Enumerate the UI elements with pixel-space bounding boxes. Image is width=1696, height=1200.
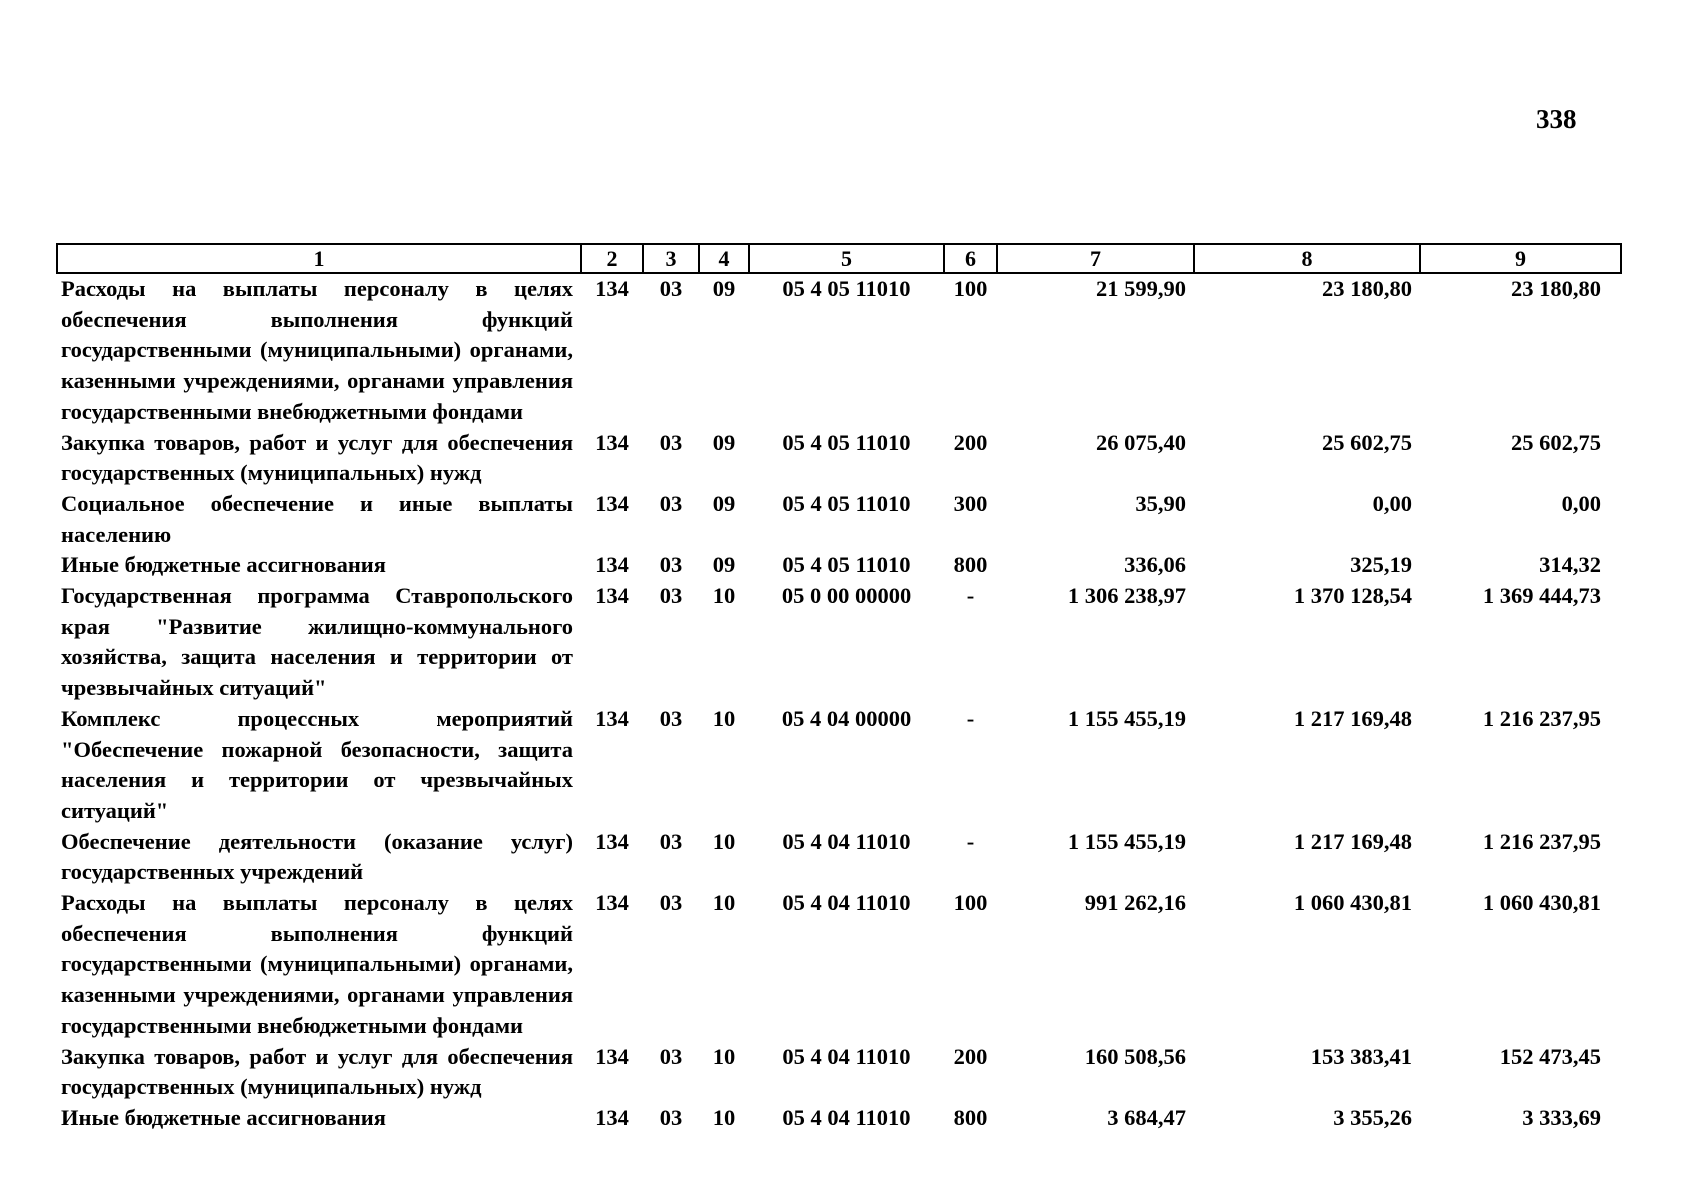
table-row — [57, 581, 1621, 704]
table-body — [57, 273, 1621, 1134]
table-row — [57, 704, 1621, 827]
code-section: 03 — [659, 276, 683, 301]
code-subsection: 10 — [712, 890, 736, 916]
code-ministry: 134 — [595, 1104, 629, 1130]
column-header-1: 1 — [57, 244, 581, 273]
code-section: 03 — [659, 490, 683, 516]
amount-col-8: 153 383,41 — [1310, 1043, 1412, 1069]
amount-col-7: 26 075,40 — [1096, 429, 1186, 455]
code-expense-type: 200 — [953, 1043, 988, 1069]
amount-col-9: 152 473,45 — [1499, 1043, 1601, 1069]
code-expense-type: - — [966, 828, 975, 854]
amount-col-8: 3 355,26 — [1333, 1104, 1412, 1130]
amount-col-9: 0,00 — [1561, 490, 1601, 516]
code-expense-type: 800 — [953, 1104, 988, 1130]
code-ministry: 134 — [595, 705, 629, 731]
table-row — [57, 489, 1621, 550]
code-subsection: 09 — [712, 490, 736, 516]
code-subsection: 10 — [712, 583, 736, 609]
code-section: 03 — [659, 705, 683, 731]
row-description: Социальное обеспечение и иные выплаты населению — [61, 490, 573, 547]
code-ministry: 134 — [595, 429, 629, 455]
table-row — [57, 273, 1621, 428]
page-number: 338 — [1536, 104, 1577, 134]
row-description: Закупка товаров, работ и услуг для обеспечения государственных (муниципальных) нужд — [61, 1043, 573, 1100]
amount-col-7: 21 599,90 — [1096, 276, 1186, 301]
code-target-article: 05 4 04 11010 — [782, 1104, 911, 1130]
code-expense-type: - — [966, 705, 975, 731]
code-subsection: 09 — [712, 552, 736, 578]
row-description: Иные бюджетные ассигнования — [61, 1104, 386, 1130]
code-section: 03 — [659, 552, 683, 578]
amount-col-8: 0,00 — [1372, 490, 1412, 516]
amount-col-7: 1 306 238,97 — [1067, 583, 1186, 609]
table-header — [57, 244, 1621, 273]
budget-table — [56, 243, 1622, 1134]
table-row — [57, 1103, 1621, 1134]
code-ministry: 134 — [595, 552, 629, 578]
amount-col-9: 23 180,80 — [1511, 276, 1601, 301]
row-description: Обеспечение деятельности (оказание услуг) государственных учреждений — [61, 828, 573, 885]
amount-col-8: 25 602,75 — [1322, 429, 1412, 455]
code-subsection: 09 — [712, 276, 736, 301]
amount-col-9: 1 369 444,73 — [1482, 583, 1601, 609]
column-header-9: 9 — [1420, 244, 1621, 273]
amount-col-9: 25 602,75 — [1511, 429, 1601, 455]
amount-col-7: 1 155 455,19 — [1067, 828, 1186, 854]
code-expense-type: 100 — [953, 276, 988, 301]
column-header-5: 5 — [749, 244, 944, 273]
code-target-article: 05 0 00 00000 — [781, 583, 912, 609]
column-header-7: 7 — [997, 244, 1194, 273]
table-row — [57, 428, 1621, 489]
code-subsection: 10 — [712, 828, 736, 854]
row-description: Комплекс процессных мероприятий "Обеспечение пожарной безопасности, защита населения и территории от чрезвычайных ситуаций" — [61, 705, 573, 823]
code-ministry: 134 — [595, 583, 629, 609]
code-expense-type: - — [966, 583, 975, 609]
code-target-article: 05 4 04 11010 — [782, 828, 911, 854]
amount-col-7: 1 155 455,19 — [1067, 705, 1186, 731]
code-subsection: 10 — [712, 705, 736, 731]
code-expense-type: 300 — [953, 490, 988, 516]
code-ministry: 134 — [595, 890, 629, 916]
header-row — [57, 244, 1621, 273]
amount-col-8: 1 060 430,81 — [1293, 890, 1412, 916]
code-target-article: 05 4 04 11010 — [782, 1043, 911, 1069]
code-target-article: 05 4 05 11010 — [782, 552, 911, 578]
column-header-8: 8 — [1194, 244, 1420, 273]
code-subsection: 10 — [712, 1043, 736, 1069]
row-description: Государственная программа Ставропольского края "Развитие жилищно-коммунального хозяйства, защита населения и территории от чрезвычайных ситуаций" — [61, 583, 573, 701]
table-row — [57, 827, 1621, 888]
column-header-4: 4 — [699, 244, 749, 273]
code-ministry: 134 — [595, 828, 629, 854]
amount-col-9: 1 216 237,95 — [1482, 705, 1601, 731]
amount-col-7: 35,90 — [1135, 490, 1186, 516]
code-expense-type: 100 — [953, 890, 988, 916]
amount-col-8: 1 370 128,54 — [1293, 583, 1412, 609]
code-section: 03 — [659, 828, 683, 854]
code-section: 03 — [659, 429, 683, 455]
amount-col-9: 314,32 — [1539, 552, 1601, 578]
row-description: Иные бюджетные ассигнования — [61, 552, 386, 578]
code-section: 03 — [659, 890, 683, 916]
table-row — [57, 1042, 1621, 1103]
amount-col-7: 160 508,56 — [1084, 1043, 1186, 1069]
amount-col-9: 1 216 237,95 — [1482, 828, 1601, 854]
code-section: 03 — [659, 583, 683, 609]
amount-col-7: 991 262,16 — [1084, 890, 1186, 916]
code-target-article: 05 4 05 11010 — [782, 429, 911, 455]
amount-col-9: 1 060 430,81 — [1482, 890, 1601, 916]
code-ministry: 134 — [595, 490, 629, 516]
code-ministry: 134 — [595, 276, 629, 301]
amount-col-9: 3 333,69 — [1522, 1104, 1601, 1130]
column-header-6: 6 — [944, 244, 997, 273]
code-target-article: 05 4 04 00000 — [781, 705, 912, 731]
column-header-2: 2 — [581, 244, 643, 273]
code-expense-type: 800 — [953, 552, 988, 578]
code-target-article: 05 4 04 11010 — [782, 890, 911, 916]
amount-col-7: 336,06 — [1124, 552, 1186, 578]
code-target-article: 05 4 05 11010 — [782, 276, 911, 301]
code-subsection: 09 — [712, 429, 736, 455]
amount-col-8: 1 217 169,48 — [1293, 828, 1412, 854]
code-target-article: 05 4 05 11010 — [782, 490, 911, 516]
row-description: Расходы на выплаты персоналу в целях обеспечения выполнения функций государственными (муниципальными) органами, казенными учреждениями, органами управления государственными внебюджетными фондами — [61, 276, 573, 424]
column-header-3: 3 — [643, 244, 699, 273]
code-ministry: 134 — [595, 1043, 629, 1069]
code-section: 03 — [659, 1104, 683, 1130]
code-expense-type: 200 — [953, 429, 988, 455]
code-subsection: 10 — [712, 1104, 736, 1130]
amount-col-7: 3 684,47 — [1107, 1104, 1186, 1130]
row-description: Расходы на выплаты персоналу в целях обеспечения выполнения функций государственными (муниципальными) органами, казенными учреждениями, органами управления государственными внебюджетными фондами — [61, 890, 573, 1038]
amount-col-8: 23 180,80 — [1322, 276, 1412, 301]
table-row — [57, 888, 1621, 1042]
table-row — [57, 550, 1621, 581]
amount-col-8: 1 217 169,48 — [1293, 705, 1412, 731]
code-section: 03 — [659, 1043, 683, 1069]
amount-col-8: 325,19 — [1350, 552, 1412, 578]
row-description: Закупка товаров, работ и услуг для обеспечения государственных (муниципальных) нужд — [61, 429, 573, 486]
